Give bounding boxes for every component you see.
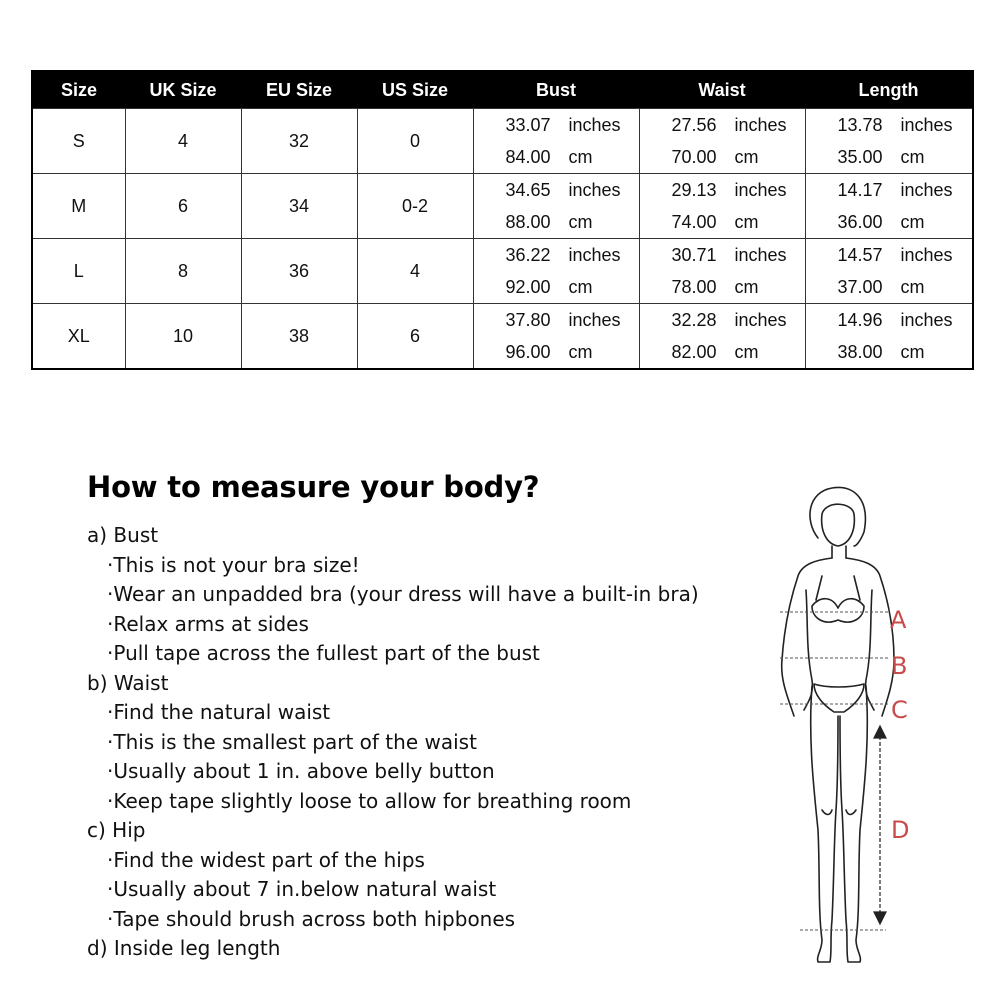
cell-eu-size: 32 [241, 109, 357, 174]
guide-bullet: ·This is not your bra size! [107, 552, 360, 577]
table-header-row [32, 71, 973, 109]
cell-us-size: 0-2 [357, 174, 473, 239]
length-cm-value [838, 271, 973, 303]
length-cm-value [838, 206, 973, 238]
waist-cm-value [672, 271, 805, 303]
measurement-number: 33.07 [505, 115, 551, 135]
waist-cm-value [672, 336, 805, 368]
measurement-number: 78.00 [671, 277, 717, 297]
table-row [32, 239, 973, 304]
measurement-unit: cm [900, 277, 925, 297]
measurement-number: 35.00 [837, 147, 883, 167]
cell-length [805, 239, 973, 304]
header-us-size: US Size [357, 71, 473, 109]
measurement-number: 38.00 [837, 342, 883, 362]
guide-bullet: ·Pull tape across the fullest part of the bust [107, 641, 540, 665]
table-row [32, 304, 973, 370]
cell-waist [639, 109, 805, 174]
guide-bullet: ·Tape should brush across both hipbones [107, 906, 516, 931]
measurement-number: 74.00 [671, 212, 717, 232]
bust-cm-value [506, 141, 639, 173]
measurement-unit: inches [568, 115, 621, 135]
measurement-number: 96.00 [505, 342, 551, 362]
length-in-value [838, 109, 973, 141]
cell-waist [639, 239, 805, 304]
measurement-unit: inches [568, 245, 621, 265]
measurement-instructions [87, 521, 727, 964]
measurement-number: 14.17 [837, 180, 883, 200]
measurement-number: 27.56 [671, 115, 717, 135]
measurement-unit: cm [900, 342, 925, 362]
table-row [32, 174, 973, 239]
waist-in-value [672, 304, 805, 336]
measurement-number: 29.13 [671, 180, 717, 200]
guide-section-heading: b) Waist [87, 670, 169, 695]
cell-uk-size: 6 [125, 174, 241, 239]
measurement-unit: cm [900, 147, 925, 167]
cell-waist [639, 304, 805, 370]
measurement-unit: cm [734, 342, 759, 362]
figure-right-leg [840, 686, 867, 962]
size-chart-table [31, 70, 974, 370]
guide-bullet: ·Usually about 1 in. above belly button [107, 759, 495, 783]
guide-section-heading: a) Bust [87, 523, 159, 547]
length-in-value [838, 239, 973, 271]
waist-in-value [672, 109, 805, 141]
measurement-number: 82.00 [671, 342, 717, 362]
bust-cm-value [506, 336, 639, 368]
cell-eu-size: 34 [241, 174, 357, 239]
body-measurement-figure [760, 480, 940, 970]
measurement-unit: cm [568, 147, 593, 167]
figure-left-side [782, 558, 832, 716]
measurement-number: 14.96 [837, 310, 883, 330]
measurement-unit: inches [734, 180, 787, 200]
measurement-unit: inches [900, 310, 953, 330]
measurement-number: 37.00 [837, 277, 883, 297]
figure-briefs [814, 684, 864, 712]
cell-eu-size: 38 [241, 304, 357, 370]
measurement-number: 84.00 [505, 147, 551, 167]
measurement-number: 70.00 [671, 147, 717, 167]
measurement-unit: inches [734, 245, 787, 265]
guide-section-heading: d) Inside leg length [87, 936, 281, 960]
guide-bullet: ·Find the widest part of the hips [107, 847, 425, 872]
measurement-unit: cm [568, 277, 593, 297]
measurement-number: 13.78 [837, 115, 883, 135]
measurement-unit: cm [568, 212, 593, 232]
figure-hair [810, 487, 865, 546]
header-bust: Bust [473, 71, 639, 109]
guide-bullet: ·This is the smallest part of the waist [107, 729, 477, 754]
cell-size: S [32, 109, 125, 174]
cell-uk-size: 10 [125, 304, 241, 370]
length-in-value [838, 304, 973, 336]
measurement-unit: inches [900, 245, 953, 265]
measurement-unit: inches [734, 310, 787, 330]
measurement-number: 32.28 [671, 310, 717, 330]
cell-bust [473, 239, 639, 304]
label-c: C [891, 696, 908, 724]
cell-us-size: 4 [357, 239, 473, 304]
measurement-unit: cm [900, 212, 925, 232]
label-b: B [891, 652, 908, 680]
measurement-number: 30.71 [671, 245, 717, 265]
measurement-unit: inches [900, 115, 953, 135]
guide-bullet: ·Relax arms at sides [107, 611, 309, 636]
header-length: Length [805, 71, 973, 109]
figure-face [822, 504, 855, 546]
measurement-number: 92.00 [505, 277, 551, 297]
length-cm-value [838, 141, 973, 173]
cell-uk-size: 8 [125, 239, 241, 304]
cell-size: L [32, 239, 125, 304]
guide-bullet: ·Usually about 7 in.below natural waist [107, 877, 497, 901]
cell-uk-size: 4 [125, 109, 241, 174]
guide-title: How to measure your body? [87, 470, 540, 504]
measurement-unit: inches [568, 180, 621, 200]
label-a: A [890, 606, 907, 634]
bust-in-value [506, 239, 639, 271]
measurement-unit: cm [568, 342, 593, 362]
bust-in-value [506, 109, 639, 141]
guide-bullet: ·Keep tape slightly loose to allow for breathing room [107, 788, 632, 813]
bust-in-value [506, 174, 639, 206]
table-body [32, 109, 973, 370]
bust-in-value [506, 304, 639, 336]
cell-size: XL [32, 304, 125, 370]
guide-bullet: ·Find the natural waist [107, 700, 331, 724]
cell-waist [639, 174, 805, 239]
cell-eu-size: 36 [241, 239, 357, 304]
measurement-number: 34.65 [505, 180, 551, 200]
cell-length [805, 174, 973, 239]
cell-us-size: 0 [357, 109, 473, 174]
waist-cm-value [672, 141, 805, 173]
bust-cm-value [506, 206, 639, 238]
measurement-number: 14.57 [837, 245, 883, 265]
measurement-unit: inches [734, 115, 787, 135]
cell-length [805, 304, 973, 370]
header-waist: Waist [639, 71, 805, 109]
waist-in-value [672, 239, 805, 271]
waist-in-value [672, 174, 805, 206]
figure-bra [812, 599, 864, 622]
label-d: D [891, 816, 910, 844]
cell-length [805, 109, 973, 174]
bust-cm-value [506, 271, 639, 303]
measurement-unit: inches [568, 310, 621, 330]
cell-bust [473, 174, 639, 239]
length-in-value [838, 174, 973, 206]
table-row [32, 109, 973, 174]
measurement-unit: cm [734, 212, 759, 232]
length-cm-value [838, 336, 973, 368]
measurement-number: 88.00 [505, 212, 551, 232]
cell-bust [473, 304, 639, 370]
measurement-number: 37.80 [505, 310, 551, 330]
cell-bust [473, 109, 639, 174]
measurement-number: 36.00 [837, 212, 883, 232]
cell-us-size: 6 [357, 304, 473, 370]
measurement-unit: cm [734, 277, 759, 297]
guide-section-heading: c) Hip [87, 818, 146, 842]
measurement-number: 36.22 [505, 245, 551, 265]
figure-left-leg [811, 686, 838, 962]
cell-size: M [32, 174, 125, 239]
measurement-unit: cm [734, 147, 759, 167]
header-size: Size [32, 71, 125, 109]
waist-cm-value [672, 206, 805, 238]
header-uk-size: UK Size [125, 71, 241, 109]
guide-bullet: ·Wear an unpadded bra (your dress will have a built-in bra) [107, 582, 699, 606]
header-eu-size: EU Size [241, 71, 357, 109]
measurement-unit: inches [900, 180, 953, 200]
